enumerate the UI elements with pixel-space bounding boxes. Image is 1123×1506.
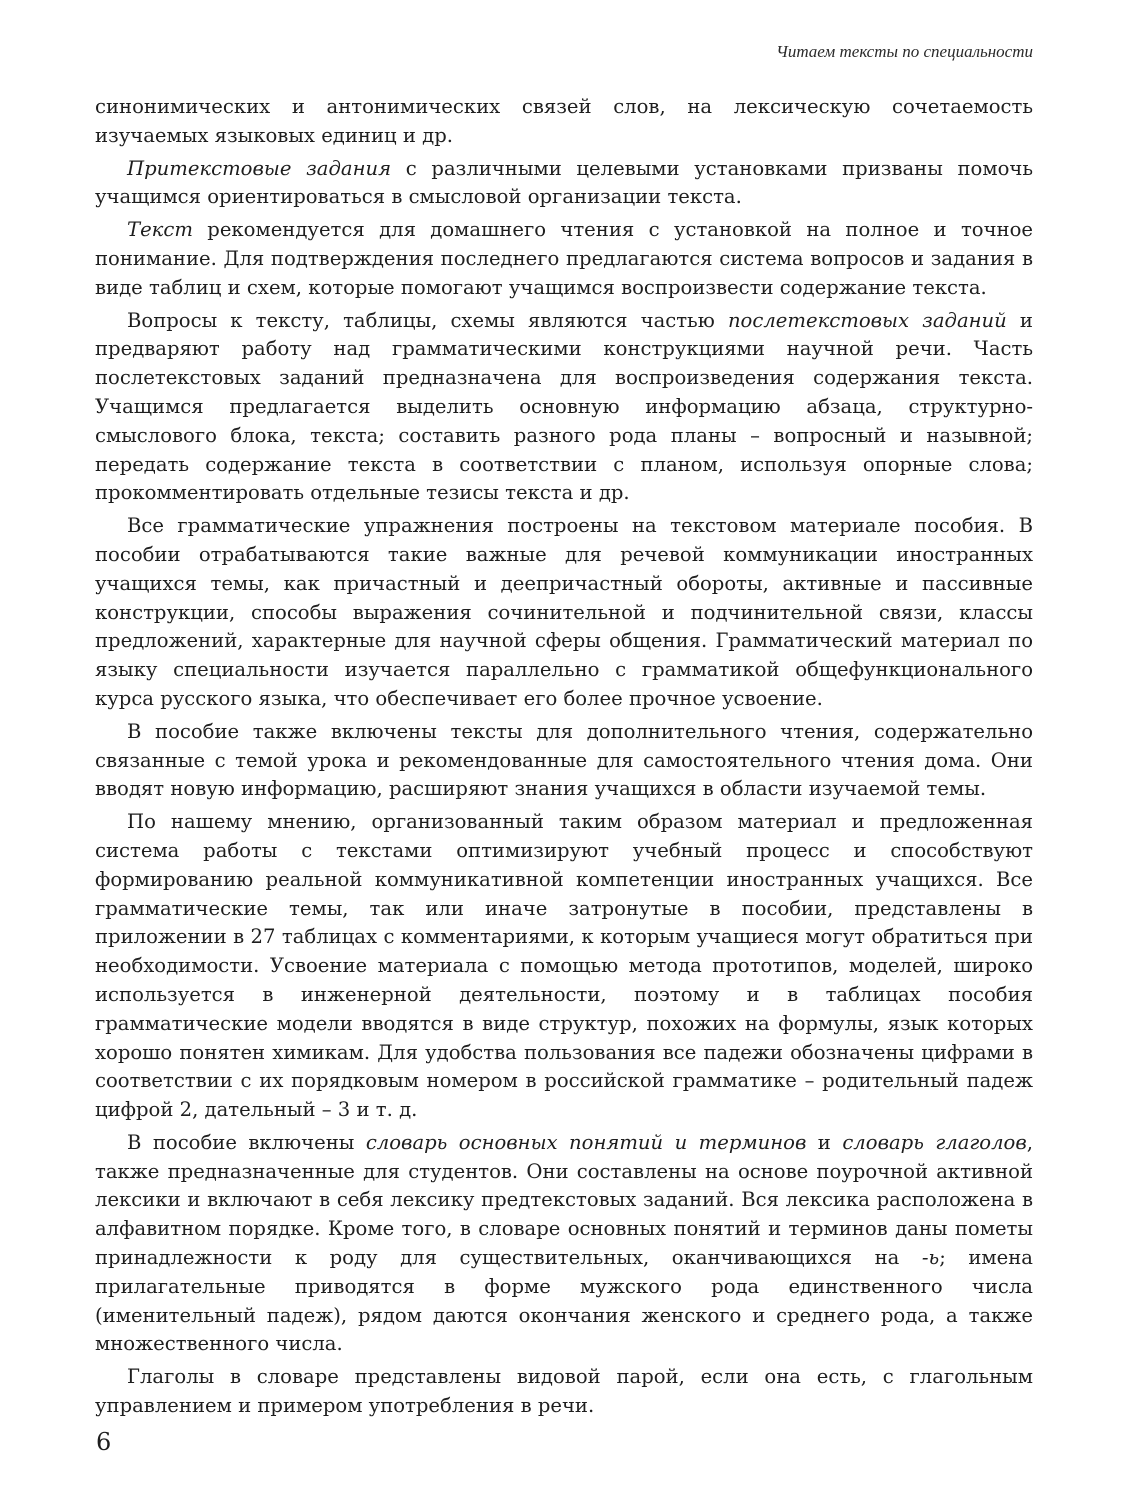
text-run: и — [806, 1130, 843, 1154]
italic-term: послетекстовых заданий — [727, 308, 1007, 332]
paragraph — [95, 155, 1033, 213]
italic-term: словарь глаголов — [842, 1130, 1027, 1154]
italic-term: Текст — [127, 218, 193, 242]
paragraph — [95, 93, 1033, 151]
paragraph — [95, 307, 1033, 509]
paragraph — [95, 216, 1033, 302]
text-run: , также предназначенные для студентов. Они составлены на основе поурочной активной лексики и включают в себя лексику предтекстовых заданий. Вся лексика расположена в алфавитном порядке. Кроме того, в словаре основных понятий и терминов даны пометы принадлежности к роду для существительных, оканчивающихся на — [95, 1130, 1033, 1270]
text-run: рекомендуется для домашнего чтения с установкой на полное и точное понимание. Для подтверждения последнего предлагаются система вопросов и задания в виде таблиц и схем, которые помогают учащимся воспроизвести содержание текста. — [95, 218, 1033, 299]
paragraph — [95, 1129, 1033, 1359]
italic-term: словарь основных понятий и терминов — [365, 1130, 807, 1154]
text-run: В пособие также включены тексты для дополнительного чтения, содержательно связанные с темой урока и рекомендованные для самостоятельного чтения дома. Они вводят новую информацию, расширяют знания учащихся в области изучаемой темы. — [95, 719, 1033, 801]
page-number: 6 — [96, 1428, 112, 1456]
running-head: Читаем тексты по специальности — [776, 42, 1033, 61]
paragraph — [95, 718, 1033, 804]
paragraph — [95, 512, 1033, 714]
text-run: с различными целевыми установками призваны помочь учащимся ориентироваться в смысловой организации текста. — [95, 156, 1033, 209]
body-text — [95, 93, 1033, 1425]
text-run: В пособие включены — [127, 1130, 366, 1154]
text-run: Все грамматические упражнения построены на текстовом материале пособия. В пособии отрабатываются такие важные для речевой коммуникации иностранных учащихся темы, как причастный и деепричастный обороты, активные и пассивные конструкции, способы выражения сочинительной и подчинительной связи, классы предложений, характерные для научной сферы общения. Грамматический материал по языку специальности изучается параллельно с грамматикой общефункционального курса русского языка, что обеспечивает его более прочное усвоение. — [95, 514, 1033, 710]
text-run: Глаголы в словаре представлены видовой парой, если она есть, с глагольным управлением и примером употребления в речи. — [95, 1365, 1033, 1418]
italic-term: Притекстовые задания — [127, 156, 392, 180]
paragraph — [95, 1363, 1033, 1421]
italic-term: -ь — [921, 1246, 940, 1270]
text-run: и предваряют работу над грамматическими конструкциями научной речи. Часть послетекстовых заданий предназначена для воспроизведения содержания текста. Учащимся предлагается выделить основную информацию абзаца, структурно-смыслового блока, текста; составить разного рода планы – вопросный и назывной; передать содержание текста в соответствии с планом, используя опорные слова; прокомментировать отдельные тезисы текста и др. — [95, 308, 1033, 505]
paragraph — [95, 808, 1033, 1125]
text-run: По нашему мнению, организованный таким образом материал и предложенная система работы с текстами оптимизируют учебный процесс и способствуют формированию реальной коммуникативной компетенции иностранных учащихся. Все грамматические темы, так или иначе затронутые в пособии, представлены в приложении в 27 таблицах с комментариями, к которым учащиеся могут обратиться при необходимости. Усвоение материала с помощью метода прототипов, моделей, широко используется в инженерной деятельности, поэтому и в таблицах пособия грамматические модели вводятся в виде структур, похожих на формулы, язык которых хорошо понятен химикам. Для удобства пользования все падежи обозначены цифрами в соответствии с их порядковым номером в российской грамматике – родительный падеж цифрой 2, дательный – 3 и т. д. — [95, 810, 1033, 1122]
text-run: Вопросы к тексту, таблицы, схемы являются частью — [127, 308, 728, 332]
text-run: ; имена прилагательные приводятся в форме мужского рода единственного числа (именительный падеж), рядом даются окончания женского и среднего рода, а также множественного числа. — [95, 1246, 1033, 1356]
text-run: синонимических и антонимических связей слов, на лексическую сочетаемость изучаемых языковых единиц и др. — [95, 95, 1033, 147]
